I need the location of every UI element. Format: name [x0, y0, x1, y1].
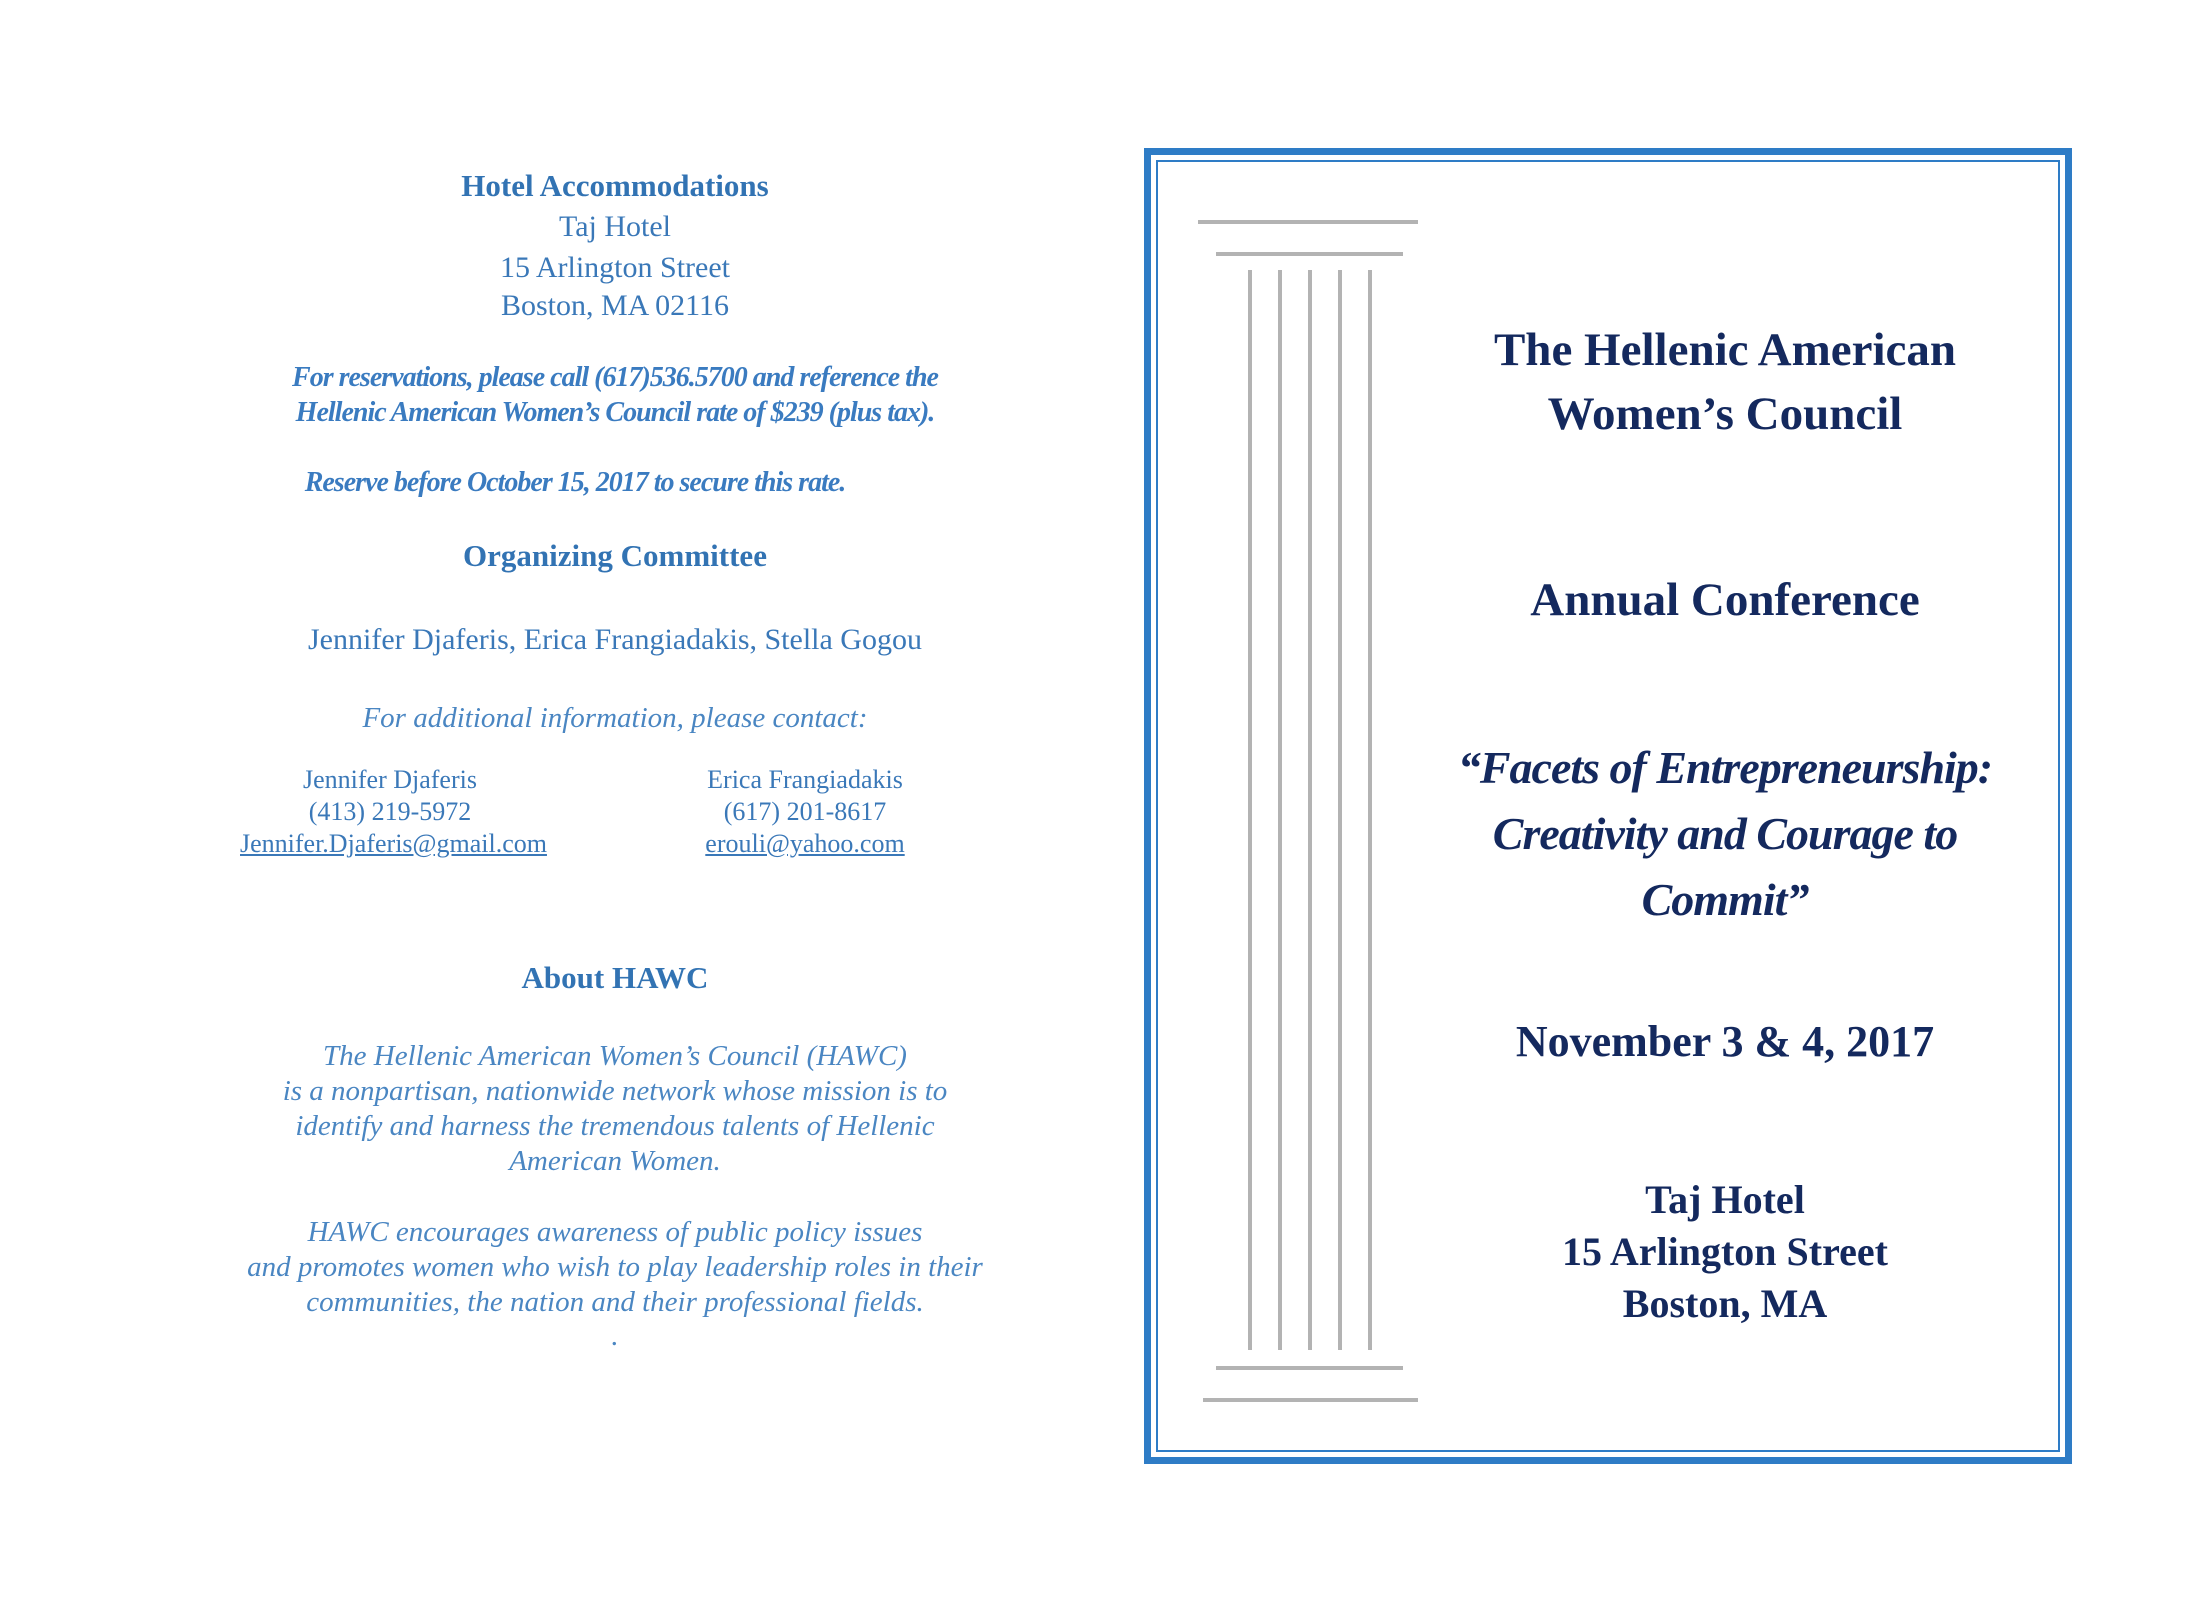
org-title-line-2: Women’s Council	[1547, 388, 1903, 440]
venue-street: 15 Arlington Street	[1562, 1229, 1888, 1274]
org-title-line-1: The Hellenic American	[1493, 324, 1957, 376]
reservation-line-2: Hellenic American Women’s Council rate of $239 (plus tax).	[295, 397, 935, 428]
theme-line-2: Creativity and Courage to	[1492, 808, 1958, 859]
hotel-street: 15 Arlington Street	[500, 251, 730, 284]
contact-email-link[interactable]: erouli@yahoo.com	[705, 829, 905, 858]
hotel-heading: Hotel Accommodations	[461, 168, 769, 203]
contact-phone: (413) 219-5972	[308, 797, 472, 826]
about-p2-line: HAWC encourages awareness of public policy issues	[307, 1216, 923, 1248]
reservation-line-1: For reservations, please call (617)536.5700 and reference the	[292, 362, 938, 393]
about-p2-line: and promotes women who wish to play leadership roles in their	[247, 1251, 983, 1283]
contact-intro: For additional information, please contact:	[362, 702, 868, 734]
venue-city: Boston, MA	[1622, 1281, 1828, 1326]
event-title: Annual Conference	[1530, 574, 1920, 626]
reservation-deadline: Reserve before October 15, 2017 to secure this rate.	[304, 467, 846, 498]
venue-name: Taj Hotel	[1645, 1177, 1805, 1222]
contact-name: Jennifer Djaferis	[303, 765, 477, 794]
about-p2-line: communities, the nation and their professional fields.	[306, 1286, 924, 1318]
event-dates: November 3 & 4, 2017	[1515, 1017, 1935, 1066]
about-p1-line: is a nonpartisan, nationwide network whose mission is to	[282, 1075, 948, 1107]
hotel-name: Taj Hotel	[558, 210, 672, 243]
hotel-city: Boston, MA 02116	[500, 289, 730, 322]
committee-members: Jennifer Djaferis, Erica Frangiadakis, Stella Gogou	[308, 623, 922, 656]
about-p1-line: The Hellenic American Women’s Council (HAWC)	[323, 1040, 907, 1072]
contact-name: Erica Frangiadakis	[707, 765, 903, 794]
about-trailing-dot: .	[611, 1320, 619, 1352]
theme-line-1: “Facets of Entrepreneurship:	[1457, 742, 1993, 793]
contact-card-1	[240, 764, 547, 860]
committee-heading: Organizing Committee	[463, 538, 767, 573]
contact-email-link[interactable]: Jennifer.Djaferis@gmail.com	[240, 829, 547, 858]
about-p1-line: identify and harness the tremendous talents of Hellenic	[295, 1110, 935, 1142]
about-p1-line: American Women.	[509, 1145, 721, 1177]
about-heading: About HAWC	[521, 960, 709, 995]
contact-card-2	[655, 764, 955, 860]
pillar-icon	[1198, 210, 1428, 1410]
theme-line-3: Commit”	[1641, 874, 1809, 925]
contact-phone: (617) 201-8617	[723, 797, 887, 826]
